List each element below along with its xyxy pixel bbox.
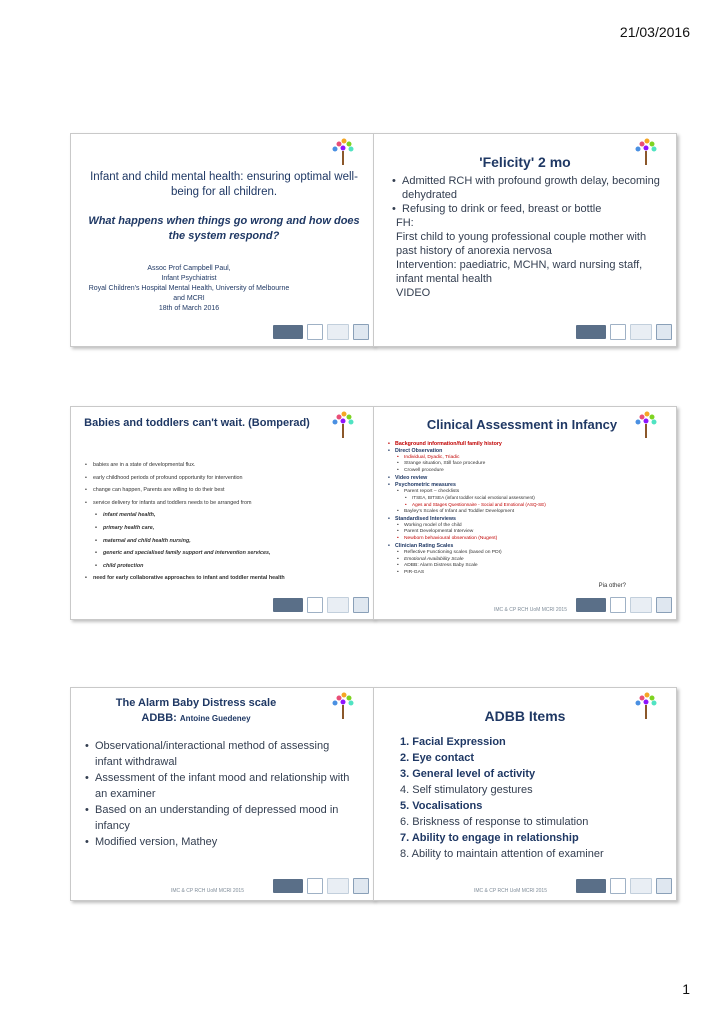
campus-logo-icon: [273, 598, 303, 612]
title-author: Antoine Guedeney: [179, 714, 251, 723]
campus-logo-icon: [273, 325, 303, 339]
presentation-date: 18th of March 2016: [158, 305, 220, 312]
pia-note: Pia other?: [598, 583, 626, 589]
mcri-logo-icon: [630, 324, 652, 340]
footer-note: IMC & CP RCH UoM MCRI 2015: [171, 888, 244, 894]
list-item: FH:: [396, 217, 414, 229]
partner-logos: [273, 597, 369, 613]
slide-4: [373, 406, 677, 620]
list-item: • Ages and Stages Questionnaire - Social and Emotional (ASQ-SE): [388, 502, 636, 509]
list-item: • Strange situation, Still face procedure: [388, 461, 636, 468]
slide-6-title: ADBB Items: [484, 708, 566, 724]
list-item: • Refusing to drink or feed, breast or bottle: [392, 202, 664, 216]
partner-logos: [273, 878, 369, 894]
list-item: • Standardised Interviews: [388, 516, 636, 523]
list-item: 6. Briskness of response to stimulation: [400, 816, 589, 828]
list-item: • service delivery for infants and toddlers needs to be arranged from: [85, 497, 343, 510]
uom-logo-icon: [656, 597, 672, 613]
slide-1: [70, 133, 374, 347]
slide-3-body: [85, 459, 343, 585]
partner-logos: [576, 324, 672, 340]
slide-1-author-block: [85, 264, 293, 314]
rch-small-logo-icon: [610, 878, 626, 894]
partner-logos: [273, 324, 369, 340]
slide-1-question: What happens when things go wrong and how does the system respond?: [88, 215, 360, 242]
campus-logo-icon: [576, 325, 606, 339]
list-item: • Emotional Availability Scale: [388, 557, 636, 564]
page-number: 1: [682, 981, 690, 997]
slide-5-body: [85, 738, 353, 850]
list-item: • need for early collaborative approaches to infant and toddler mental health: [85, 572, 343, 585]
slide-5-title: [79, 696, 313, 726]
list-item: • PIR-GAS: [388, 570, 636, 577]
list-item: 3. General level of activity: [400, 768, 536, 780]
slide-2-body: [392, 174, 664, 300]
list-item: • ITSEA, BITSEA (infant toddler social emotional assessment): [388, 495, 636, 502]
campus-logo-icon: [576, 598, 606, 612]
rch-small-logo-icon: [610, 324, 626, 340]
campus-logo-icon: [273, 879, 303, 893]
list-item: • primary health care,: [85, 522, 343, 535]
author-role: Infant Psychiatrist: [161, 275, 217, 282]
author-affiliation: Royal Children's Hospital Mental Health, University of Melbourne and MCRI: [88, 285, 290, 302]
author-name: Assoc Prof Campbell Paul,: [147, 265, 231, 272]
list-item: • Assessment of the infant mood and relationship with an examiner: [85, 770, 353, 802]
list-item: • Newborn behavioural observation (Nugent): [388, 536, 636, 543]
rch-small-logo-icon: [307, 597, 323, 613]
rch-logo-icon: [329, 138, 365, 172]
slide-3-title: Babies and toddlers can't wait. (Bomperad): [84, 417, 310, 429]
mcri-logo-icon: [630, 597, 652, 613]
partner-logos: [576, 878, 672, 894]
rch-small-logo-icon: [307, 324, 323, 340]
list-item: • Observational/interactional method of assessing infant withdrawal: [85, 738, 353, 770]
list-item: • Based on an understanding of depressed mood in infancy: [85, 802, 353, 834]
list-item: • Direct Observation: [388, 448, 636, 455]
slide-4-title: Clinical Assessment in Infancy: [426, 417, 618, 432]
uom-logo-icon: [353, 597, 369, 613]
mcri-logo-icon: [327, 324, 349, 340]
uom-logo-icon: [656, 878, 672, 894]
title-abbrev: ADBB:: [141, 712, 177, 724]
list-item: 7. Ability to engage in relationship: [400, 832, 579, 844]
list-item: • infant mental health,: [85, 509, 343, 522]
list-item: • maternal and child health nursing,: [85, 535, 343, 548]
list-item: • Modified version, Mathey: [85, 834, 353, 850]
list-item: 8. Ability to maintain attention of examiner: [400, 848, 604, 860]
list-item: • Individual, Dyadic, Triadic: [388, 455, 636, 462]
list-item: • Admitted RCH with profound growth delay, becoming dehydrated: [392, 174, 664, 202]
list-item: • Bayley's Scales of Infant and Toddler Development: [388, 509, 636, 516]
partner-logos: [576, 597, 672, 613]
list-item: First child to young professional couple mother with past history of anorexia nervosa: [396, 231, 647, 257]
list-item: • Psychometric measures: [388, 482, 636, 489]
footer-note: IMC & CP RCH UoM MCRI 2015: [494, 607, 567, 613]
slide-5: [70, 687, 374, 901]
list-item: 1. Facial Expression: [400, 736, 506, 748]
rch-small-logo-icon: [610, 597, 626, 613]
slide-2: [373, 133, 677, 347]
list-item: • child protection: [85, 560, 343, 573]
slide-6: [373, 687, 677, 901]
list-item: • Parent report – checklists: [388, 489, 636, 496]
uom-logo-icon: [353, 324, 369, 340]
list-item: • change can happen, Parents are willing to do their best: [85, 484, 343, 497]
list-item: 2. Eye contact: [400, 752, 474, 764]
slide-3: [70, 406, 374, 620]
list-item: 4. Self stimulatory gestures: [400, 784, 533, 796]
footer-note: IMC & CP RCH UoM MCRI 2015: [474, 888, 547, 894]
list-item: • generic and specialised family support and intervention services,: [85, 547, 343, 560]
title-line-1: The Alarm Baby Distress scale: [115, 697, 277, 709]
uom-logo-icon: [656, 324, 672, 340]
title-line-2: [79, 711, 313, 726]
slide-1-main-text: Infant and child mental health: ensuring optimal well-being for all children.: [90, 171, 358, 198]
rch-logo-icon: [329, 692, 365, 726]
list-item: • Background information/full family history: [388, 441, 636, 448]
slide-6-body: [400, 734, 666, 862]
mcri-logo-icon: [630, 878, 652, 894]
list-item: • Crowell procedure: [388, 468, 636, 475]
campus-logo-icon: [576, 879, 606, 893]
mcri-logo-icon: [327, 597, 349, 613]
list-item: Intervention: paediatric, MCHN, ward nursing staff, infant mental health: [396, 259, 643, 285]
list-item: • Reflective Functioning scales (based on PDI): [388, 550, 636, 557]
list-item: • babies are in a state of developmental flux.: [85, 459, 343, 472]
header-date: 21/03/2016: [619, 24, 690, 40]
list-item: • Parent Developmental Interview: [388, 529, 636, 536]
rch-small-logo-icon: [307, 878, 323, 894]
list-item: • Video review: [388, 475, 636, 482]
uom-logo-icon: [353, 878, 369, 894]
list-item: 5. Vocalisations: [400, 800, 483, 812]
rch-logo-icon: [329, 411, 365, 445]
slide-4-body: [388, 441, 636, 577]
mcri-logo-icon: [327, 878, 349, 894]
list-item: • Clinician Rating Scales: [388, 543, 636, 550]
list-item: • early childhood periods of profound opportunity for intervention: [85, 472, 343, 485]
list-item: • ADBB: Alarm Distress Baby Scale: [388, 563, 636, 570]
list-item: VIDEO: [396, 287, 431, 299]
slide-2-title: 'Felicity' 2 mo: [479, 154, 571, 170]
list-item: • Working model of the child: [388, 523, 636, 530]
